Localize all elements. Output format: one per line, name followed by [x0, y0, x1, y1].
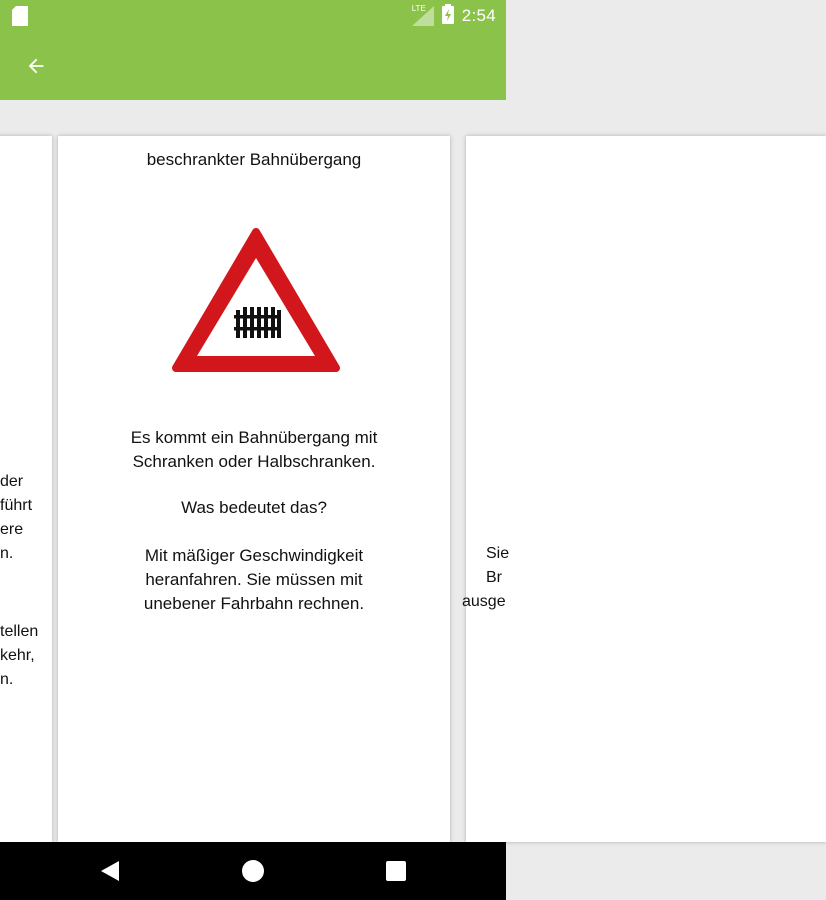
card-title: beschrankter Bahnübergang [146, 150, 362, 169]
card-pager[interactable] [0, 100, 510, 842]
description-line: Es kommt ein Bahnübergang mit [130, 428, 378, 447]
next-card-text: Sie [486, 545, 510, 562]
triangle-back-icon [99, 859, 121, 883]
network-label: LTE [411, 4, 426, 13]
next-card-text: ausge [462, 593, 506, 610]
nav-home-button[interactable] [239, 857, 267, 885]
arrow-back-icon [25, 55, 47, 77]
answer-line: heranfahren. Sie müssen mit [145, 570, 363, 589]
battery-icon [442, 4, 454, 29]
square-recents-icon [385, 860, 407, 882]
nav-recents-button[interactable] [382, 857, 410, 885]
back-button[interactable] [18, 48, 54, 84]
answer-line: Mit mäßiger Geschwindigkeit [144, 546, 364, 565]
previous-card-text: ere [0, 521, 24, 538]
status-bar [0, 0, 506, 32]
previous-card[interactable] [0, 136, 52, 842]
question-text: Was bedeutet das? [181, 498, 327, 517]
signal-icon [412, 6, 434, 26]
next-card[interactable] [462, 136, 826, 842]
navigation-bar [0, 842, 506, 900]
answer-line: unebener Fahrbahn rechnen. [143, 594, 365, 613]
previous-card-text: führt [0, 497, 33, 514]
previous-card-text: tellen [0, 623, 39, 640]
app-bar [0, 32, 506, 100]
previous-card-text: n. [0, 671, 14, 688]
nav-back-button[interactable] [96, 857, 124, 885]
sd-card-icon [12, 6, 28, 31]
next-card-text: Br [486, 569, 502, 586]
circle-home-icon [241, 859, 265, 883]
railway-crossing-sign-icon [172, 228, 340, 374]
previous-card-text: n. [0, 545, 14, 562]
current-card[interactable] [58, 136, 450, 842]
status-time: 2:54 [461, 6, 496, 25]
previous-card-text: der [0, 473, 24, 490]
description-line: Schranken oder Halbschranken. [132, 452, 376, 471]
status-icons [412, 4, 496, 28]
previous-card-text: kehr, [0, 647, 35, 664]
